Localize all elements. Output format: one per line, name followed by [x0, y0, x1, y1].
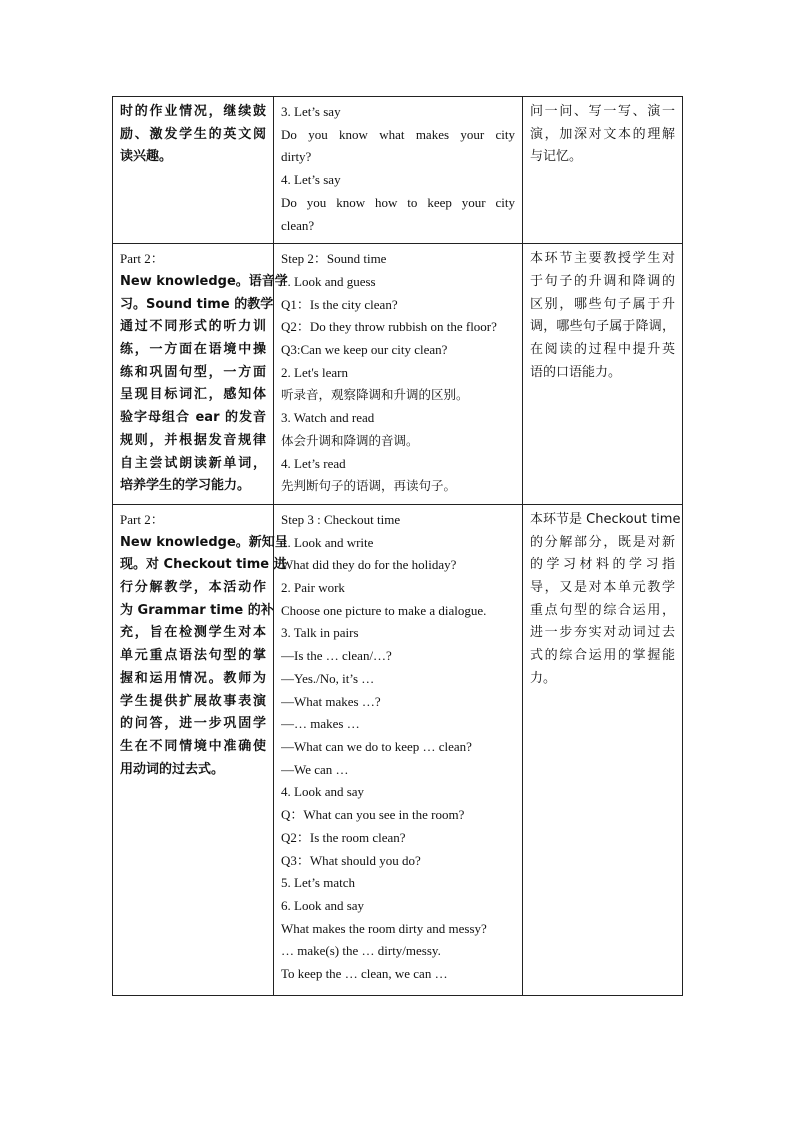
text-line: 调，哪些句子属于降调， — [530, 319, 675, 335]
text-line: 演，加深对文本的理解 — [530, 126, 675, 142]
text-line: 1. Look and guess — [281, 273, 376, 289]
text-line: —What can we do to keep … clean? — [281, 738, 472, 754]
lesson-plan-table — [112, 96, 683, 996]
text-line: 练和巩固句型，一方面 — [120, 364, 266, 380]
purpose-cell — [523, 504, 683, 995]
text-line: 为 Grammar time 的补 — [120, 602, 274, 618]
table-row — [113, 244, 683, 505]
text-line: Q：What can you see in the room? — [281, 807, 465, 823]
text-line: 规则，并根据发音规律 — [120, 432, 266, 448]
text-line: —Is the … clean/…? — [281, 648, 392, 664]
text-line: 练，一方面在语境中操 — [120, 342, 266, 358]
text-line: 4. Let’s say — [281, 172, 341, 188]
text-line: 读兴趣。 — [120, 149, 173, 165]
text-line: Q3:Can we keep our city clean? — [281, 342, 448, 358]
part-heading: Part 2： — [120, 251, 164, 267]
purpose-cell — [523, 97, 683, 244]
text-line: 时的作业情况，继续鼓 — [120, 104, 266, 119]
text-line: 自主尝试朗读新单词， — [120, 455, 266, 471]
text-line: Q3：What should you do? — [281, 852, 421, 868]
text-line: 导，又是对本单元教学 — [530, 580, 675, 596]
text-line: 3. Let’s say — [281, 104, 341, 119]
text-line: 力。 — [530, 670, 557, 686]
text-line: 励、激发学生的英文阅 — [120, 126, 266, 142]
text-line: 充，旨在检测学生对本 — [120, 625, 266, 641]
text-line: 验字母组合 ear 的发音 — [120, 410, 266, 426]
text-line: 式的综合运用的掌握能 — [530, 648, 675, 664]
text-line: 培养学生的学习能力。 — [120, 478, 251, 494]
table-row — [113, 97, 683, 244]
text-line: —Yes./No, it’s … — [281, 670, 375, 686]
text-line: 行分解教学，本活动作 — [120, 580, 266, 596]
text-line: 通过不同形式的听力训 — [120, 319, 266, 335]
text-line: 用动词的过去式。 — [120, 761, 225, 777]
text-line: Do you know what makes your city — [281, 126, 515, 142]
text-line: What makes the room dirty and messy? — [281, 920, 487, 936]
activity-cell — [274, 97, 523, 244]
text-line: 3. Talk in pairs — [281, 625, 359, 641]
objective-cell — [113, 244, 288, 505]
text-line: 握和运用情况。教师为 — [120, 670, 266, 686]
text-line: Q2：Is the room clean? — [281, 829, 406, 845]
text-line: What did they do for the holiday? — [281, 557, 457, 573]
text-line: 4. Let’s read — [281, 455, 346, 471]
text-line: 5. Let’s match — [281, 875, 356, 891]
text-line: New knowledge。语音学 — [120, 273, 288, 289]
text-line: clean? — [281, 217, 315, 233]
text-line: 问一问、写一写、演一 — [530, 104, 675, 119]
text-line: 语的口语能力。 — [530, 364, 622, 380]
text-line: dirty? — [281, 149, 312, 165]
text-line: 的分解部分，既是对新 — [530, 534, 675, 550]
activity-cell — [274, 244, 523, 505]
text-line: —We can … — [281, 761, 349, 777]
text-line: 1. Look and write — [281, 534, 374, 550]
text-line: 4. Look and say — [281, 784, 365, 800]
text-line: To keep the … clean, we can … — [281, 966, 448, 982]
text-line: Q1：Is the city clean? — [281, 296, 398, 312]
text-line: 的学习材料的学习指 — [530, 557, 675, 573]
text-line: 重点句型的综合运用， — [530, 602, 675, 618]
text-line: New knowledge。新知呈 — [120, 534, 288, 550]
text-line: 现。对 Checkout time 进 — [120, 557, 287, 573]
text-line: 3. Watch and read — [281, 410, 375, 426]
purpose-cell — [523, 244, 683, 505]
text-line: 进一步夯实对动词过去 — [530, 625, 675, 641]
text-line: 学生提供扩展故事表演 — [120, 693, 266, 709]
objective-cell — [113, 97, 274, 244]
text-line: —What makes …? — [281, 693, 381, 709]
activity-cell — [274, 504, 523, 995]
objective-cell — [113, 504, 288, 995]
text-line: Step 2：Sound time — [281, 251, 387, 267]
text-line: 本环节主要教授学生对 — [530, 251, 675, 267]
table-row — [113, 504, 683, 995]
text-line: Do you know how to keep your city — [281, 194, 515, 210]
text-line: 6. Look and say — [281, 897, 365, 913]
text-line: Q2：Do they throw rubbish on the floor? — [281, 319, 497, 335]
text-line: 区别，哪些句子属于升 — [530, 296, 675, 312]
part-heading: Part 2： — [120, 511, 164, 527]
text-line: 于句子的升调和降调的 — [530, 273, 675, 289]
text-line: … make(s) the … dirty/messy. — [281, 943, 441, 959]
text-line: 单元重点语法句型的掌 — [120, 648, 266, 664]
text-line: 生在不同情境中准确使 — [120, 738, 266, 754]
text-line: 2. Pair work — [281, 580, 345, 596]
text-line: —… makes … — [281, 716, 360, 732]
text-line: Choose one picture to make a dialogue. — [281, 602, 487, 618]
text-line: 与记忆。 — [530, 149, 583, 165]
text-line: 听录音，观察降调和升调的区别。 — [281, 387, 469, 403]
text-line: 在阅读的过程中提升英 — [530, 342, 675, 358]
text-line: Step 3 : Checkout time — [281, 511, 401, 527]
text-line: 2. Let's learn — [281, 364, 348, 380]
text-line: 呈现目标词汇，感知体 — [120, 387, 266, 403]
text-line: 体会升调和降调的音调。 — [281, 432, 419, 448]
text-line: 本环节是 Checkout time — [530, 511, 681, 527]
text-line: 先判断句子的语调，再读句子。 — [281, 478, 457, 494]
text-line: 习。Sound time 的教学 — [120, 296, 274, 312]
text-line: 的问答，进一步巩固学 — [120, 716, 266, 732]
